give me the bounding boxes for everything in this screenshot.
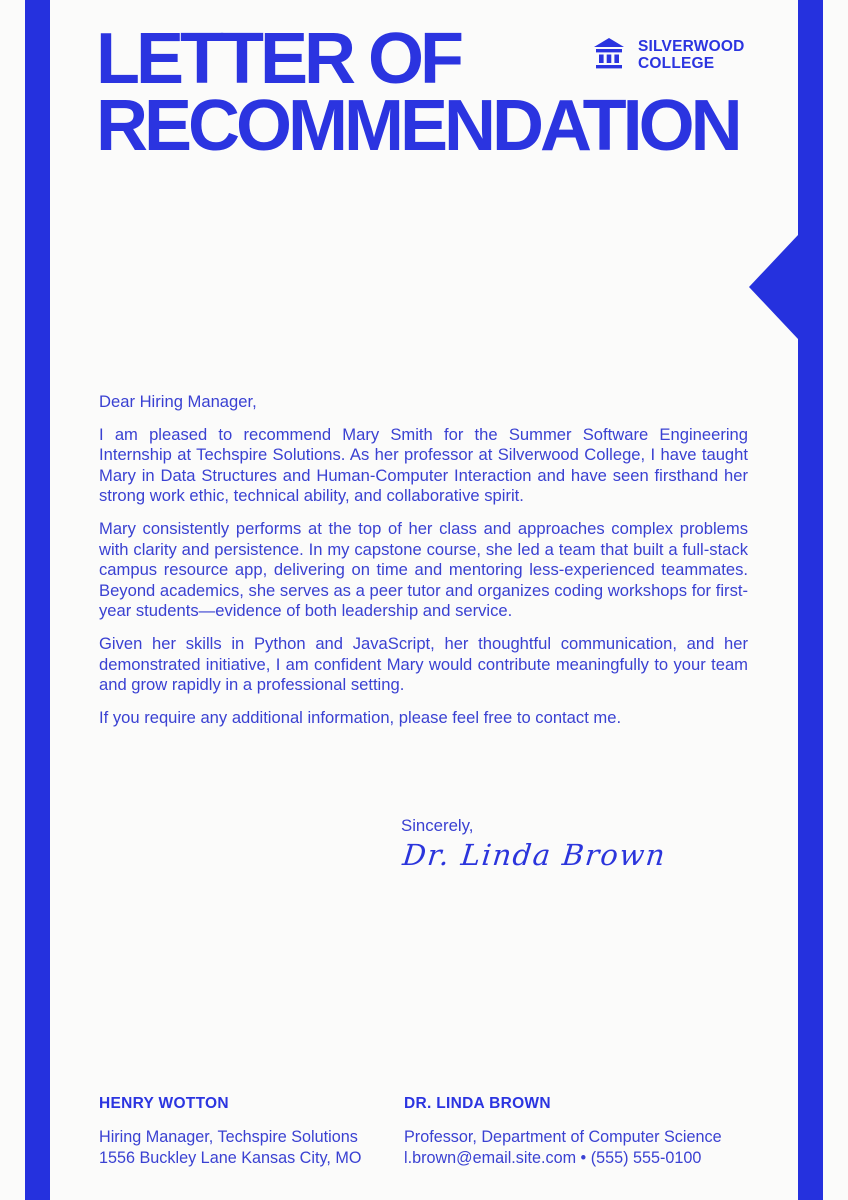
- contact-email-phone: l.brown@email.site.com • (555) 555-0100: [404, 1149, 702, 1167]
- paragraph-4: If you require any additional information, please feel free to contact me.: [99, 707, 622, 727]
- closing-text: Sincerely,: [401, 816, 474, 835]
- footer-contacts: [99, 1095, 759, 1169]
- contact-block-linda-brown: [404, 1095, 759, 1169]
- contact-role: Professor, Department of Computer Science: [404, 1128, 722, 1146]
- page-title-line1: LETTER OF: [96, 19, 460, 99]
- letter-body: [99, 392, 748, 740]
- contact-role: Hiring Manager, Techspire Solutions: [99, 1128, 358, 1146]
- ribbon-arrow: [749, 235, 798, 339]
- salutation: Dear Hiring Manager,: [99, 392, 257, 411]
- contact-name: HENRY WOTTON: [99, 1095, 229, 1112]
- college-building-icon: [592, 36, 626, 70]
- page-title-line2: RECOMMENDATION: [96, 86, 739, 166]
- college-name-line2: COLLEGE: [638, 54, 715, 72]
- right-border-bar: [798, 0, 823, 1200]
- college-name: [638, 36, 745, 72]
- signoff-block: [401, 816, 668, 872]
- contact-address: 1556 Buckley Lane Kansas City, MO: [99, 1149, 362, 1167]
- signature-script: Dr. Linda Brown: [401, 838, 668, 872]
- college-brand: [592, 36, 745, 72]
- paragraph-2: Mary consistently performs at the top of her class and approaches complex problems with clarity and persistence. In my capstone course, she led a team that built a full-stack campus resource app, delivering on time and mentoring less-experienced teammates. Beyond academics, she serves as a peer tutor and organizes coding workshops for first-year students—evidence of both leadership and service.: [99, 518, 748, 621]
- paragraph-3: Given her skills in Python and JavaScript, her thoughtful communication, and her demonstrated initiative, I am confident Mary would contribute meaningfully to your team and grow rapidly in a professional setting.: [99, 633, 748, 695]
- contact-block-henry-wotton: [99, 1095, 404, 1169]
- paragraph-1: I am pleased to recommend Mary Smith for the Summer Software Engineering Internship at Techspire Solutions. As her professor at Silverwood College, I have taught Mary in Data Structures and Human-Computer Interaction and have seen firsthand her strong work ethic, technical ability, and collaborative spirit.: [99, 424, 748, 506]
- left-border-bar: [25, 0, 50, 1200]
- college-name-line1: SILVERWOOD: [638, 38, 745, 55]
- contact-name: DR. LINDA BROWN: [404, 1095, 551, 1112]
